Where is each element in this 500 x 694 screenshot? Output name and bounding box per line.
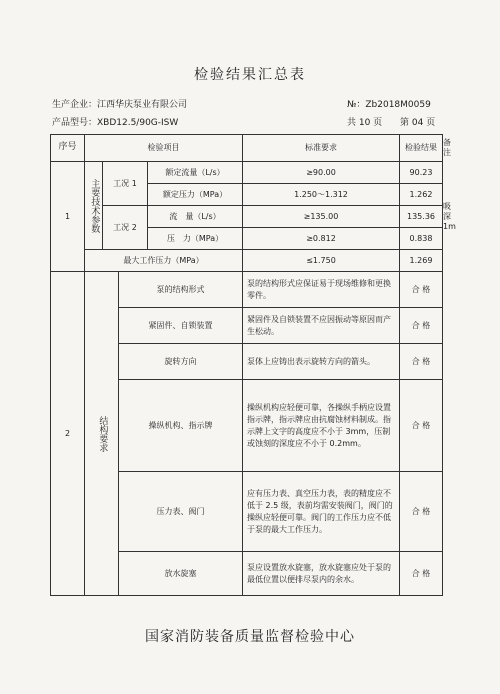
results-table (50, 134, 456, 596)
header-seq: 序号 (51, 135, 85, 162)
page-title: 检验结果汇总表 (194, 67, 306, 83)
report-number: №：Zb2018M0059 (347, 100, 431, 110)
row1-group: 主要技术参数 (85, 162, 103, 250)
table-header-row: 序号 检验项目 标准要求 检验结果 备注 (51, 135, 443, 162)
structure-result: 合 格 (400, 344, 443, 380)
wc1-flow-label: 额定流量（L/s） (148, 162, 243, 184)
structure-result: 合 格 (400, 552, 443, 596)
table-row (51, 206, 443, 228)
structure-requirement: 泵的结构形式应保证易于现场维修和更换零件。 (243, 272, 400, 308)
structure-item: 压力表、阀门 (119, 472, 243, 552)
page-count: 共 10 页 (347, 118, 383, 128)
structure-result: 合 格 (400, 308, 443, 344)
structure-item: 紧固件、自锁装置 (119, 308, 243, 344)
wc2-label: 工况 2 (103, 206, 148, 250)
table-row (51, 272, 443, 308)
max-pressure-result: 1.269 (400, 250, 443, 272)
structure-requirement: 紧固件及自锁装置不应因振动等原因而产生松动。 (243, 308, 400, 344)
wc2-flow-standard: ≥135.00 (243, 206, 400, 228)
structure-item: 放水旋塞 (119, 552, 243, 596)
wc2-pressure-standard: ≥0.812 (243, 228, 400, 250)
header-standard: 标准要求 (243, 135, 400, 162)
page-number: 第 04 页 (400, 118, 436, 128)
structure-requirement: 操纵机构应轻便可靠，各操纵手柄应设置指示牌，指示牌应由抗腐蚀材料制成。指示牌上文字的高度应不小于 3mm，压制或蚀刻的深度应不小于 0.2mm。 (243, 380, 400, 472)
structure-requirement: 泵应设置放水旋塞，放水旋塞应处于泵的最低位置以便排尽泵内的余水。 (243, 552, 400, 596)
max-pressure-standard: ≤1.750 (243, 250, 400, 272)
wc2-pressure-result: 0.838 (400, 228, 443, 250)
company-label: 生产企业：江西华庆泵业有限公司 (52, 100, 188, 110)
wc1-flow-standard: ≥90.00 (243, 162, 400, 184)
structure-requirement: 泵体上应铸出表示旋转方向的箭头。 (243, 344, 400, 380)
model-label: 产品型号：XBD12.5/90G-ISW (52, 118, 179, 128)
row2-group: 结构要求 (85, 272, 119, 596)
wc2-flow-result: 135.36 (400, 206, 443, 228)
row2-seq: 2 (51, 272, 85, 596)
wc1-pressure-label: 额定压力（MPa） (148, 184, 243, 206)
wc1-pressure-standard: 1.250～1.312 (243, 184, 400, 206)
structure-item: 操纵机构、指示牌 (119, 380, 243, 472)
structure-result: 合 格 (400, 272, 443, 308)
row1-seq: 1 (51, 162, 85, 272)
wc1-flow-result: 90.23 (400, 162, 443, 184)
footer-organization: 国家消防装备质量监督检验中心 (145, 629, 355, 645)
wc1-label: 工况 1 (103, 162, 148, 206)
structure-result: 合 格 (400, 472, 443, 552)
header-item: 检验项目 (85, 135, 243, 162)
structure-item: 旋转方向 (119, 344, 243, 380)
wc1-pressure-result: 1.262 (400, 184, 443, 206)
wc2-pressure-label: 压 力（MPa） (148, 228, 243, 250)
structure-requirement: 应有压力表、真空压力表，表的精度应不低于 2.5 级，表前均需安装阀门，阀门的操纵应轻便可靠。阀门的工作压力应不低于泵的最大工作压力。 (243, 472, 400, 552)
structure-result: 合 格 (400, 380, 443, 472)
table-row: 1 主要技术参数 工况 1 额定流量（L/s） ≥90.00 90.23 吸深 1m (51, 162, 443, 184)
structure-item: 泵的结构形式 (119, 272, 243, 308)
header-result: 检验结果 (400, 135, 443, 162)
table-row (51, 250, 443, 272)
wc2-flow-label: 流 量（L/s） (148, 206, 243, 228)
max-pressure-label: 最大工作压力（MPa） (85, 250, 243, 272)
